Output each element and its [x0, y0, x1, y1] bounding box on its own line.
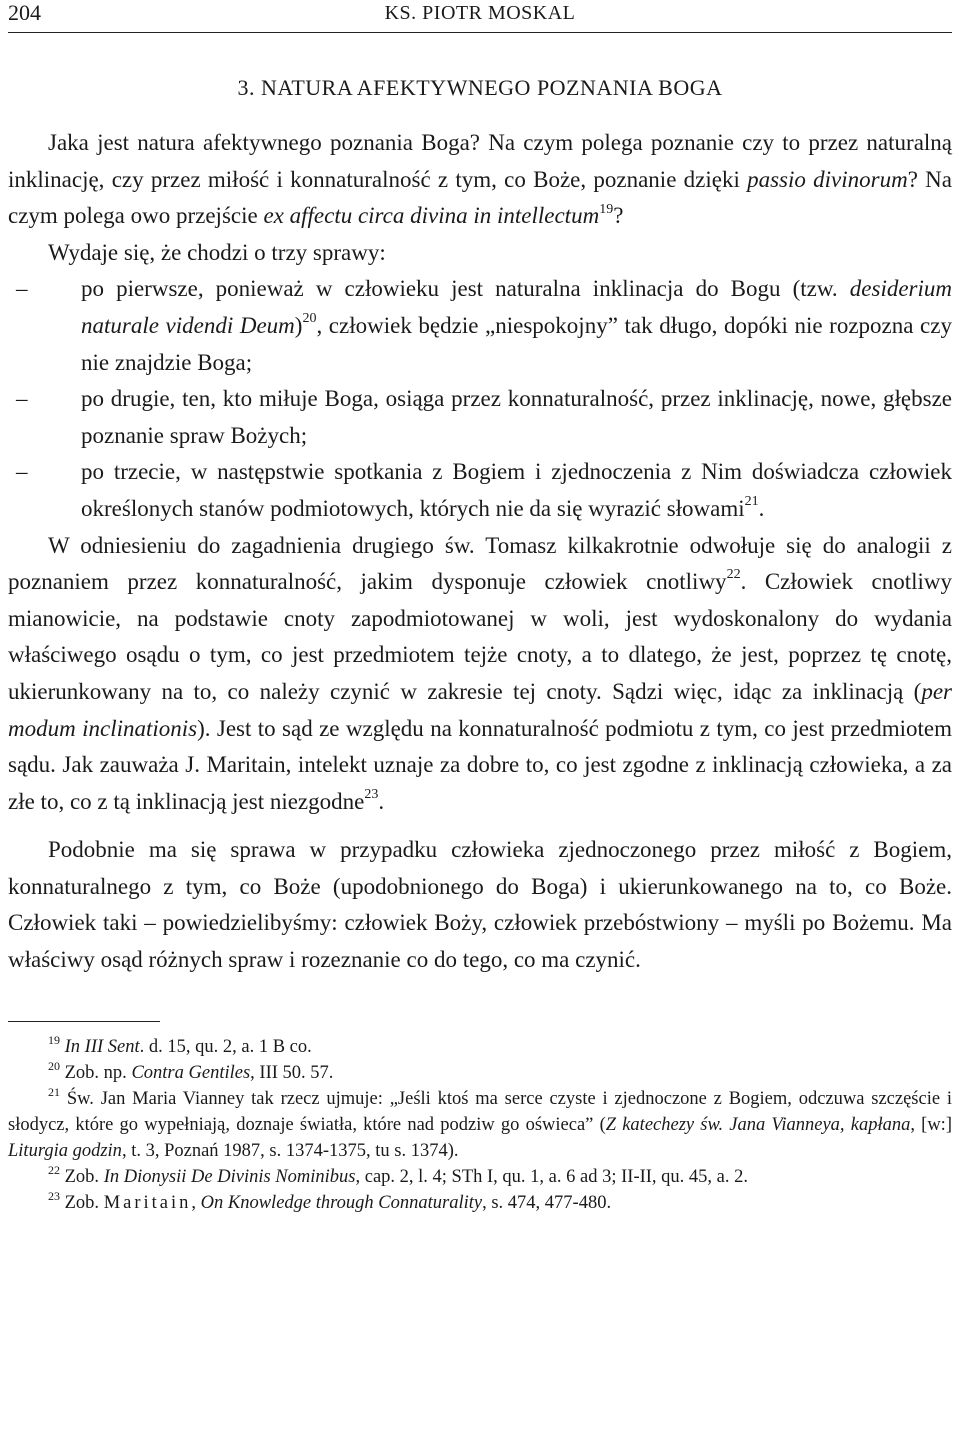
list-item: – po drugie, ten, kto miłuje Boga, osiąga przez konnaturalność, przez inklinację, nowe, głębsze poznanie spraw Bożych;	[16, 386, 952, 448]
paragraph-3: W odniesieniu do zagadnienia drugiego św. Tomasz kilkakrotnie odwołuje się do analogii z poznaniem przez konnaturalność, jakim dysponuje człowiek cnotliwy$^{22}$. Człowiek cnotliwy mianowicie, na podstawie cnoty zapodmiotowanej w woli, jest wydoskonalony do wydania właściwego osądu o tym, co jest przedmiotem tejże cnoty, a to dlatego, że jest, poprzez tę cnotę, ukierunkowany na to, co należy czynić w zakresie tej cnoty. Sądzi więc, idąc za inklinacją (per modum inclinationis). Jest to sąd ze względu na konnaturalność podmiotu z tym, co jest przedmiotem sądu. Jak zauważa J. Maritain, intelekt uznaje za dobre to, co jest zgodne z inklinacją człowieka, a za złe to, co z tą inklinacją jest niezgodne$^{23}$.	[8, 532, 953, 814]
paragraph-2: Wydaje się, że chodzi o trzy sprawy:	[48, 239, 386, 265]
main-text	[8, 125, 952, 979]
footnote-ref-19[interactable]: 19	[599, 201, 614, 217]
footnote-23: $^{23}$ Zob. Maritain, On Knowledge through Connaturality, s. 474, 477-480.	[48, 1188, 612, 1213]
page-number: 204	[8, 0, 41, 25]
footnote-separator	[8, 1021, 160, 1022]
footnote-22: $^{22}$ Zob. In Dionysii De Divinis Nominibus, cap. 2, l. 4; STh I, qu. 1, a. 6 ad 3; II-II, qu. 45, a. 2.	[48, 1162, 749, 1187]
footnote-ref-21[interactable]: 21	[744, 494, 759, 510]
list-item: – po pierwsze, ponieważ w człowieku jest naturalna inklinacja do Bogu (tzw. desiderium naturale videndi Deum)$^{20}$, człowiek będzie „niespokojny” tak długo, dopóki nie rozpozna czy nie znajdzie Boga;	[16, 276, 952, 375]
footnote-21: $^{21}$ Św. Jan Maria Vianney tak rzecz ujmuje: „Jeśli ktoś ma serce czyste i zjednoczone z Bogiem, odczuwa szczęście i słodycz, które go wypełniają, doznaje światła, które nad podziw go oświeca” (Z katechezy św. Jana Vianneya, kapłana, [w:] Liturgia godzin, t. 3, Poznań 1987, s. 1374-1375, tu s. 1374).	[8, 1084, 952, 1161]
running-head: KS. PIOTR MOSKAL	[384, 2, 576, 24]
list-item: – po trzecie, w następstwie spotkania z Bogiem i zjednoczenia z Nim doświadcza człowiek określonych stanów podmiotowych, których nie da się wyrazić słowami$^{21}$.	[16, 459, 952, 521]
page	[8, 0, 952, 1445]
footnote-ref-22[interactable]: 22	[726, 567, 741, 583]
paragraph-1: Jaka jest natura afektywnego poznania Boga? Na czym polega poznanie czy to przez naturalną inklinację, czy przez miłość i konnaturalność z tym, co Boże, poznanie dzięki passio divinorum? Na czym polega owo przejście ex affectu circa divina in intellectum$^{19}$?	[8, 130, 953, 229]
paragraph-4: Podobnie ma się sprawa w przypadku człowieka zjednoczonego przez miłość z Bogiem, konnaturalnego z tym, co Boże (upodobnionego do Boga) i ukierunkowanego na to, co Boże. Człowiek taki – powiedzielibyśmy: człowiek Boży, człowiek przebóstwiony – myśli po Bożemu. Ma właściwy osąd różnych spraw i rozeznanie co do tego, co ma czynić.	[8, 837, 952, 973]
page-header	[8, 0, 952, 33]
footnote-19: $^{19}$ In III Sent. d. 15, qu. 2, a. 1 B co.	[48, 1032, 312, 1057]
footnote-20: $^{20}$ Zob. np. Contra Gentiles, III 50. 57.	[48, 1058, 334, 1083]
footnote-ref-23[interactable]: 23	[364, 787, 379, 803]
enumeration-list	[8, 271, 952, 527]
footnotes	[8, 1034, 952, 1216]
section-title: 3. NATURA AFEKTYWNEGO POZNANIA BOGA	[237, 75, 723, 100]
footnote-ref-20[interactable]: 20	[302, 311, 317, 327]
